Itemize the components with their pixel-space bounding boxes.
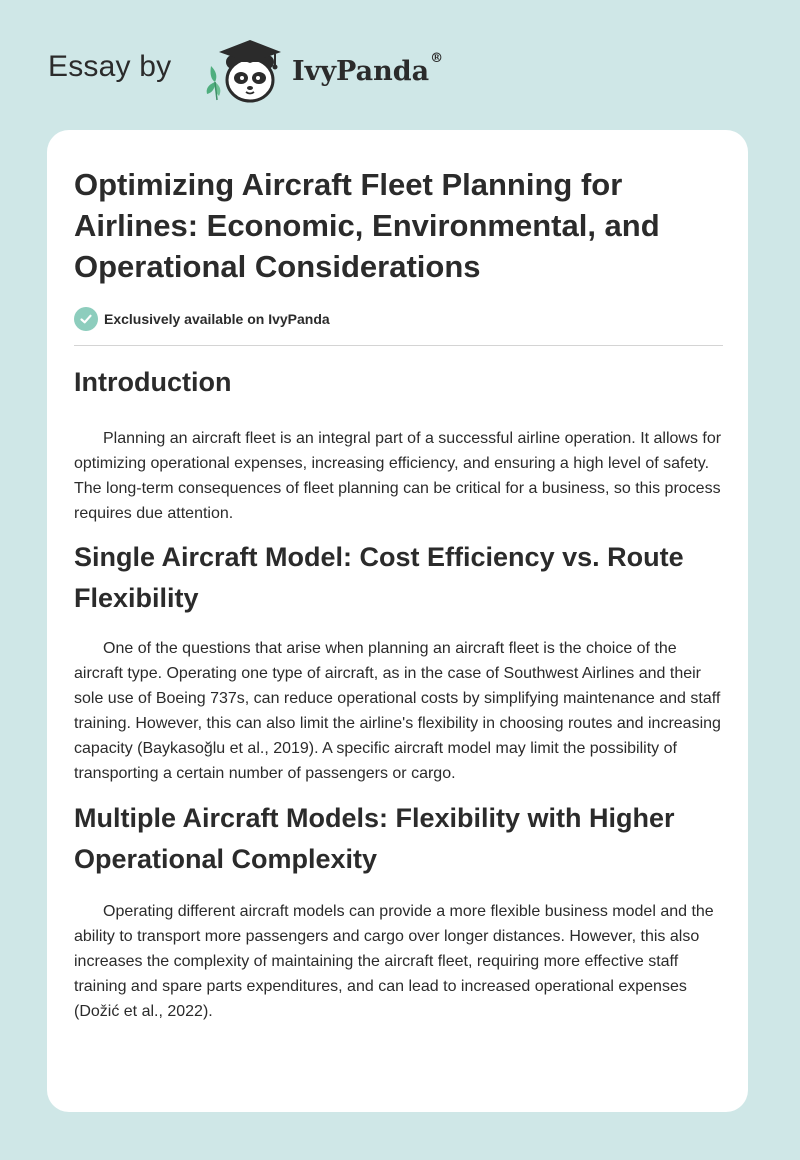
essay-card: [47, 130, 748, 1112]
essay-by-label: Essay by: [48, 50, 172, 83]
exclusive-badge: [74, 306, 330, 332]
check-circle-icon: [74, 307, 98, 331]
brand-name[interactable]: [292, 51, 444, 87]
site-header: [48, 36, 488, 108]
section-paragraph: One of the questions that arise when planning an aircraft fleet is the choice of the aircraft type. Operating one type of aircraft, as in the case of Southwest Airlines and their sole use of Boeing 737s, can reduce operational costs by simplifying maintenance and staff training. However, this can also limit the airline's flexibility in choosing routes and increasing capacity (Baykasoğlu et al., 2019). A specific aircraft model may limit the possibility of transporting a certain number of passengers or cargo.: [74, 640, 721, 782]
section-heading: Multiple Aircraft Models: Flexibility with Higher Operational Complexity: [74, 803, 675, 874]
section-paragraph: Planning an aircraft fleet is an integral part of a successful airline operation. It allows for optimizing operational expenses, increasing efficiency, and ensuring a high level of safety. The long-term consequences of fleet planning can be critical for a business, so this process requires due attention.: [74, 430, 722, 522]
brand-label: IvyPanda: [292, 56, 430, 87]
essay-title: Optimizing Aircraft Fleet Planning for Airlines: Economic, Environmental, and Operational Considerations: [74, 167, 660, 284]
section-heading: Introduction: [74, 367, 232, 397]
panda-graduate-logo-icon[interactable]: [203, 36, 293, 108]
divider: [74, 345, 723, 346]
registered-mark: ®: [430, 51, 444, 66]
exclusive-badge-label: Exclusively available on IvyPanda: [104, 311, 330, 327]
essay-body: [74, 362, 726, 1024]
section-heading: Single Aircraft Model: Cost Efficiency vs. Route Flexibility: [74, 542, 684, 613]
section-paragraph: Operating different aircraft models can provide a more flexible business model and the ability to transport more passengers and cargo over longer distances. However, this also increases the complexity of maintaining the aircraft fleet, requiring more effective staff training and spare parts expenditures, and can lead to increased operational expenses (Dožić et al., 2022).: [74, 903, 714, 1020]
